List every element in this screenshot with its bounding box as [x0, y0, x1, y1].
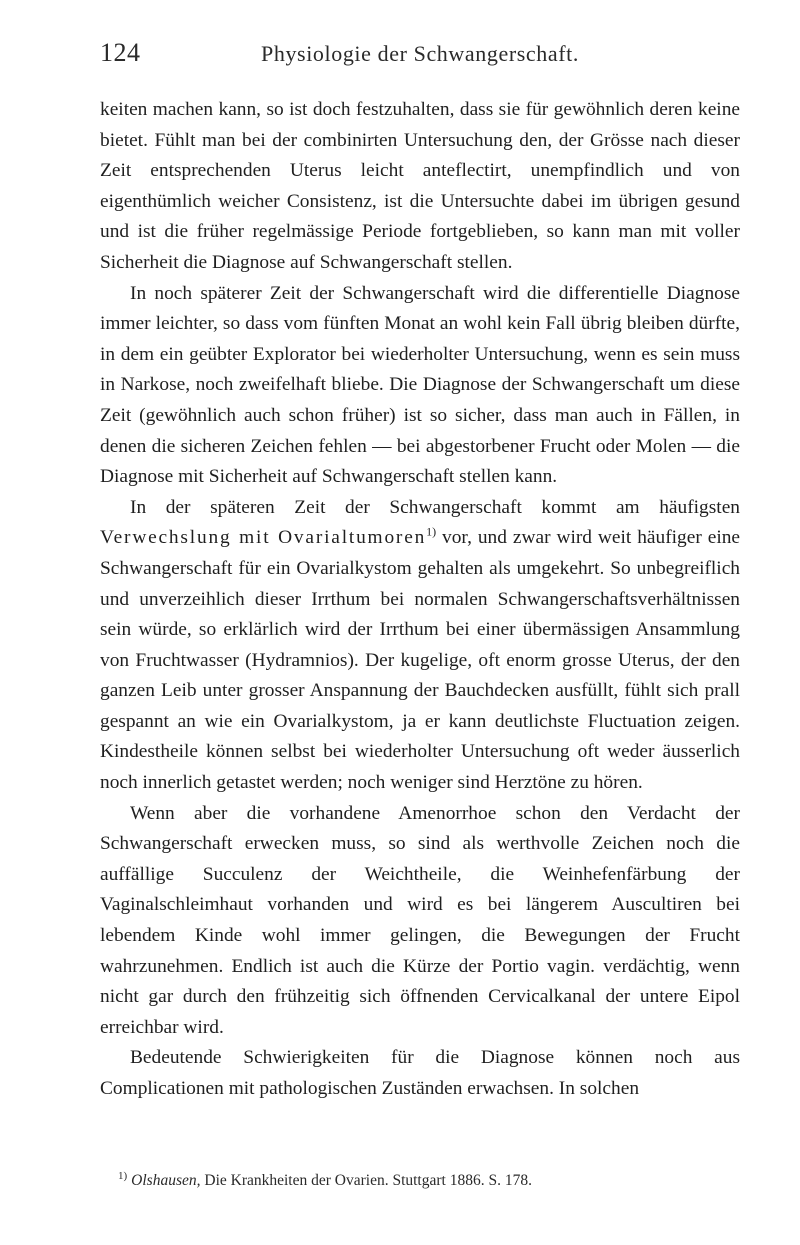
footnote-reference: 1) [426, 524, 437, 539]
paragraph-3-start: In der späteren Zeit der Schwangerschaft kommt am häufigsten [130, 496, 740, 518]
paragraph-2: In noch späterer Zeit der Schwangerschaft wird die differentielle Diagnose immer leichter, so dass vom fünften Monat an wohl kein Fall übrig bleiben dürfte, in dem ein geübter Explorator bei wiederholter Untersuchung, wenn es sein muss in Narkose, noch zweifelhaft bliebe. Die Diagnose der Schwangerschaft um diese Zeit (gewöhnlich auch schon früher) ist so sicher, dass man auch in Fällen, in denen die sicheren Zeichen fehlen — bei abgestorbener Frucht oder Molen — die Diagnose mit Sicherheit auf Schwangerschaft stellen kann. [100, 282, 740, 488]
footnote [118, 1170, 740, 1192]
footnote-marker: 1) [118, 1169, 128, 1182]
running-head-title: Physiologie der Schwangerschaft. [261, 41, 579, 66]
running-head [100, 38, 740, 70]
paragraph-1: keiten machen kann, so ist doch festzuhalten, dass sie für gewöhnlich deren keine bietet. Fühlt man bei der combinirten Untersuchung den, der Grösse nach dieser Zeit entsprechenden Uterus leicht anteflectirt, unempfindlich und von eigenthümlich weicher Consistenz, ist die Untersuchte dabei im übrigen gesund und ist die früher regelmässige Periode fortgeblieben, so kann man mit voller Sicherheit die Diagnose auf Schwangerschaft stellen. [100, 99, 740, 273]
paragraph-3 [100, 493, 740, 799]
body-text [100, 95, 740, 1105]
paragraph-4: Wenn aber die vorhandene Amenorrhoe schon den Verdacht der Schwangerschaft erwecken muss, so sind als werthvolle Zeichen noch die auffällige Succulenz der Weichtheile, die Weinhefenfärbung der Vaginalschleimhaut vorhanden und wird es bei längerem Auscultiren bei lebendem Kinde wohl immer gelingen, die Bewegungen der Frucht wahrzunehmen. Endlich ist auch die Kürze der Portio vagin. verdächtig, wenn nicht gar durch den frühzeitig sich öffnenden Cervicalkanal der untere Eipol erreichbar wird. [100, 802, 740, 1038]
paragraph-5: Bedeutende Schwierigkeiten für die Diagnose können noch aus Complicationen mit pathologischen Zuständen erwachsen. In solchen [100, 1047, 740, 1099]
footnote-author: Olshausen, [131, 1172, 201, 1189]
footnote-text: Die Krankheiten der Ovarien. Stuttgart 1886. S. 178. [200, 1172, 532, 1189]
emphasis-verwechslung: Verwechslung mit Ovarialtumoren [100, 527, 427, 549]
page-number: 124 [100, 38, 141, 67]
paragraph-3-rest: vor, und zwar wird weit häufiger eine Schwangerschaft für ein Ovarialkystom gehalten als umgekehrt. So unbegreiflich und unverzeihlich dieser Irrthum bei normalen Schwangerschaftsverhältnissen sein würde, so erklärlich wird der Irrthum bei einer übermässigen Ansammlung von Fruchtwasser (Hydramnios). Der kugelige, oft enorm grosse Uterus, der den ganzen Leib unter grosser Anspannung der Bauchdecken ausfüllt, fühlt sich prall gespannt an wie ein Ovarialkystom, ja er kann deutlichste Fluctuation zeigen. Kindestheile können selbst bei wiederholter Untersuchung oft weder äusserlich noch innerlich getastet werden; noch weniger sind Herztöne zu hören. [100, 527, 741, 794]
